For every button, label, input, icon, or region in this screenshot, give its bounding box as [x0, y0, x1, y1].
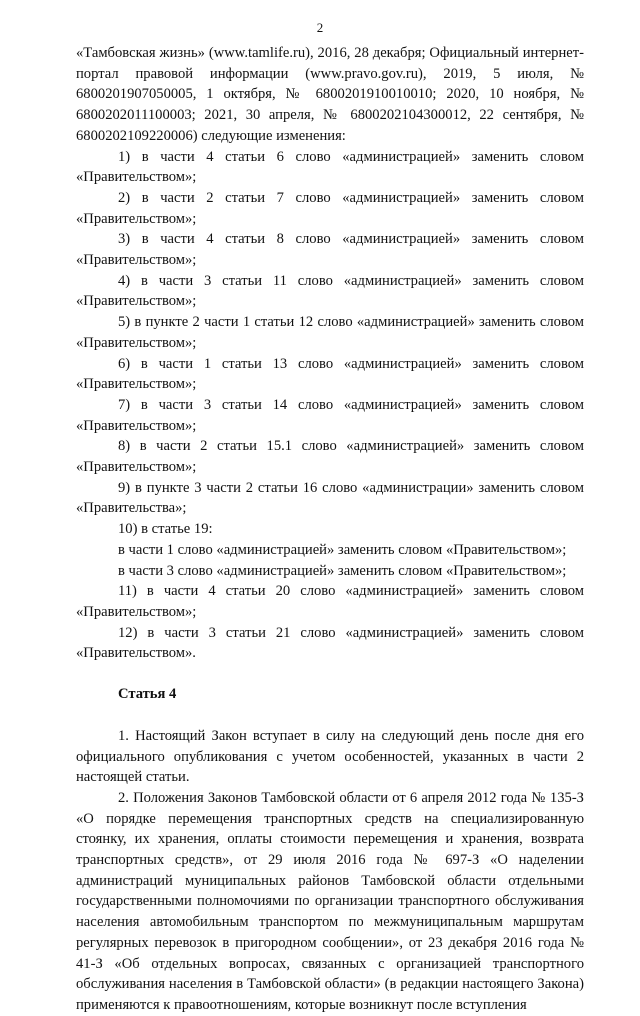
- article-paragraph: 1. Настоящий Закон вступает в силу на следующий день после дня его официального опубликования с учетом особенностей, указанных в части 2 настоящей статьи.: [76, 727, 584, 786]
- list-item: 6) в части 1 статьи 13 слово «администрацией» заменить словом «Правительством»;: [76, 355, 584, 393]
- list-item: 9) в пункте 3 части 2 статьи 16 слово «администрации» заменить словом «Правительства»;: [76, 479, 584, 517]
- list-item: 7) в части 3 статьи 14 слово «администрацией» заменить словом «Правительством»;: [76, 396, 584, 434]
- page-number: 2: [316, 20, 324, 35]
- list-item: 5) в пункте 2 части 1 статьи 12 слово «администрацией» заменить словом «Правительством»;: [76, 314, 584, 351]
- article-heading: Статья 4: [118, 686, 177, 703]
- intro-paragraph: «Тамбовская жизнь» (www.tamlife.ru), 2016, 28 декабря; Официальный интернет-портал правовой информации (www.pravo.gov.ru), 2019, 5 июля, № 6800201907050005, 1 октября, № 6800201910010010; 2020, 10 ноября, № 6800202011100003; 2021, 30 апреля, № 6800202104300012, 22 сентября, № 6800202109220006) следующие изменения:: [76, 45, 584, 144]
- document-body: [76, 43, 584, 1016]
- list-item: 3) в части 4 статьи 8 слово «администрацией» заменить словом «Правительством»;: [76, 231, 584, 269]
- list-item: 10) в статье 19:: [118, 521, 213, 538]
- list-item: 1) в части 4 статьи 6 слово «администрацией» заменить словом «Правительством»;: [76, 148, 584, 186]
- list-subitem: в части 3 слово «администрацией» заменить словом «Правительством»;: [118, 562, 567, 579]
- list-item: 2) в части 2 статьи 7 слово «администрацией» заменить словом «Правительством»;: [76, 189, 584, 227]
- article-paragraph: 2. Положения Законов Тамбовской области от 6 апреля 2012 года № 135-З «О порядке перемещения транспортных средств на специализированную стоянку, их хранения, оплаты стоимости перемещения и хранения, возврата транспортных средств», от 29 июля 2016 года № 697-З «О наделении администраций муниципальных районов Тамбовской области отдельными государственными полномочиями по организации транспортного обслуживания населения автомобильным транспортом по межмуниципальным маршрутам регулярных перевозок в пригородном сообщении», от 23 декабря 2016 года № 41-З «Об отдельных вопросах, связанных с организацией транспортного обслуживания населения в Тамбовской области» (в редакции настоящего Закона) применяются к правоотношениям, которые возникнут после вступления: [76, 789, 584, 1013]
- list-item: 11) в части 4 статьи 20 слово «администрацией» заменить словом «Правительством»;: [76, 583, 584, 620]
- list-item: 8) в части 2 статьи 15.1 слово «администрацией» заменить словом «Правительством»;: [76, 438, 584, 476]
- list-item: 12) в части 3 статьи 21 слово «администрацией» заменить словом «Правительством».: [76, 624, 584, 662]
- list-subitem: в части 1 слово «администрацией» заменить словом «Правительством»;: [118, 541, 567, 558]
- list-item: 4) в части 3 статьи 11 слово «администрацией» заменить словом «Правительством»;: [76, 272, 584, 310]
